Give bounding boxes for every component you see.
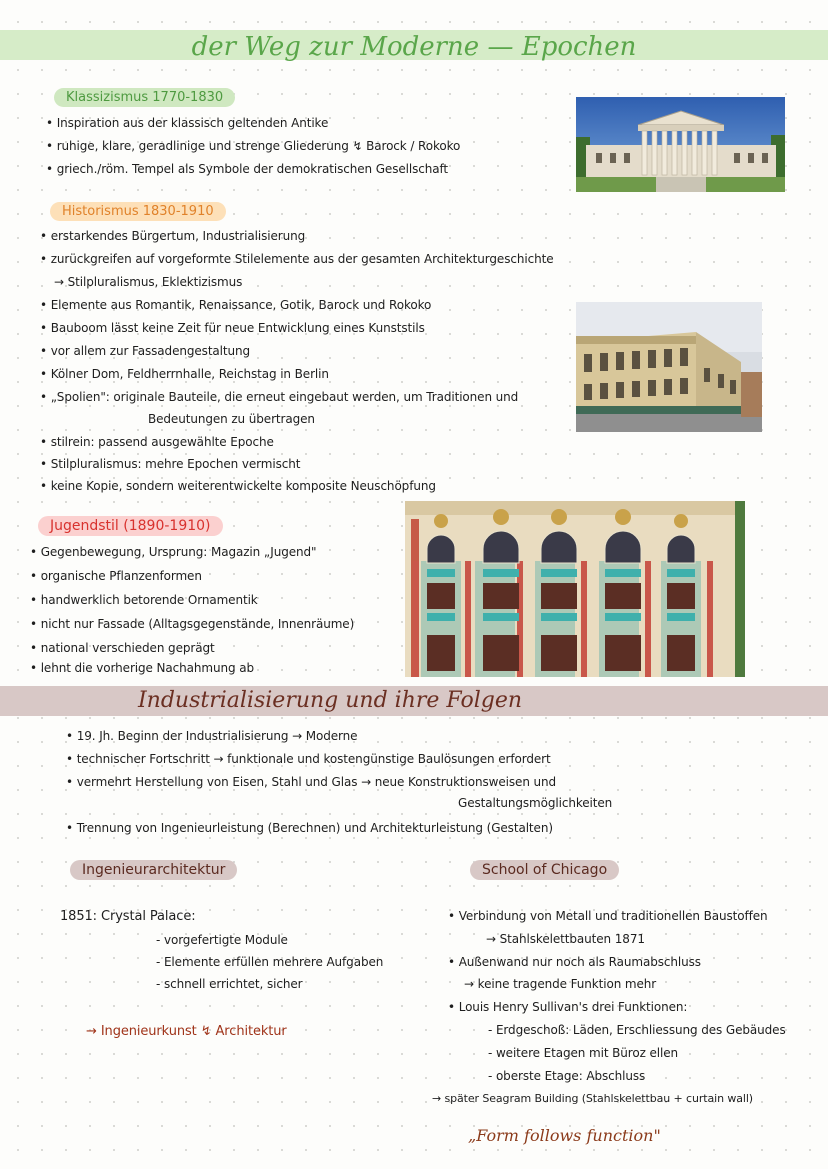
list-item: • Verbindung von Metall und traditionellen Baustoffen [448, 909, 768, 923]
list-item: • stilrein: passend ausgewählte Epoche [40, 435, 274, 449]
list-item: Bedeutungen zu übertragen [148, 412, 315, 426]
list-item: • Bauboom lässt keine Zeit für neue Entwicklung eines Kunststils [40, 321, 425, 335]
list-item: • Inspiration aus der klassisch geltenden Antike [46, 116, 329, 130]
list-item: • Louis Henry Sullivan's drei Funktionen: [448, 1000, 688, 1014]
list-item: • „Spolien": originale Bauteile, die erneut eingebaut werden, um Traditionen und [40, 390, 519, 404]
list-item: → Stilpluralismus, Eklektizismus [54, 275, 243, 289]
section-heading-chicago: School of Chicago [470, 860, 619, 880]
list-item: • griech./röm. Tempel als Symbole der demokratischen Gesellschaft [46, 162, 449, 176]
list-item: • vor allem zur Fassadengestaltung [40, 344, 251, 358]
section-heading-industrialisierung: Industrialisierung und ihre Folgen [137, 688, 523, 713]
section-heading-historismus: Historismus 1830-1910 [50, 202, 226, 221]
jugendstil-facade-photo [405, 501, 745, 677]
list-item: → später Seagram Building (Stahlskelettbau + curtain wall) [432, 1092, 753, 1105]
ingenieur-conclusion: → Ingenieurkunst ↯ Architektur [86, 1024, 287, 1039]
list-item: - vorgefertigte Module [156, 933, 288, 947]
list-item: → Stahlskelettbauten 1871 [486, 932, 645, 946]
list-item: • handwerklich betorende Ornamentik [30, 593, 258, 607]
list-item: → keine tragende Funktion mehr [464, 977, 657, 991]
list-item: - weitere Etagen mit Büroz ellen [488, 1046, 679, 1060]
list-item: - Erdgeschoß: Läden, Erschliessung des Gebäudes [488, 1023, 786, 1037]
chicago-quote: „Form follows function" [468, 1126, 661, 1145]
list-item: • keine Kopie, sondern weiterentwickelte komposite Neuschöpfung [40, 479, 436, 493]
list-item: - Elemente erfüllen mehrere Aufgaben [156, 955, 384, 969]
klassizismus-temple-photo [576, 97, 785, 192]
list-item: Gestaltungsmöglichkeiten [458, 796, 613, 810]
list-item: • vermehrt Herstellung von Eisen, Stahl und Glas → neue Konstruktionsweisen und [66, 775, 557, 789]
list-item: • Gegenbewegung, Ursprung: Magazin „Jugend" [30, 545, 317, 559]
historismus-building-photo [576, 302, 762, 432]
list-item: • Elemente aus Romantik, Renaissance, Gotik, Barock und Rokoko [40, 298, 432, 312]
section-heading-jugendstil: Jugendstil (1890-1910) [38, 516, 223, 536]
section-heading-klassizismus: Klassizismus 1770-1830 [54, 88, 235, 107]
list-item: • Trennung von Ingenieurleistung (Berechnen) und Architekturleistung (Gestalten) [66, 821, 553, 835]
list-item: • ruhige, klare, geradlinige und strenge Gliederung ↯ Barock / Rokoko [46, 139, 461, 153]
list-item: • Kölner Dom, Feldherrnhalle, Reichstag in Berlin [40, 367, 329, 381]
list-item: - schnell errichtet, sicher [156, 977, 303, 991]
list-item: • technischer Fortschritt → funktionale und kostengünstige Baulösungen erfordert [66, 752, 551, 766]
list-item: • erstarkendes Bürgertum, Industrialisierung [40, 229, 306, 243]
list-item: 1851: Crystal Palace: [60, 909, 196, 924]
list-item: • national verschieden geprägt [30, 641, 215, 655]
section-heading-ingenieurarchitektur: Ingenieurarchitektur [70, 860, 237, 880]
list-item: • zurückgreifen auf vorgeformte Stilelemente aus der gesamten Architekturgeschichte [40, 252, 554, 266]
list-item: - oberste Etage: Abschluss [488, 1069, 646, 1083]
list-item: • Außenwand nur noch als Raumabschluss [448, 955, 701, 969]
list-item: • 19. Jh. Beginn der Industrialisierung → Moderne [66, 729, 358, 743]
page-title: der Weg zur Moderne — Epochen [191, 32, 637, 62]
list-item: • lehnt die vorherige Nachahmung ab [30, 661, 255, 675]
list-item: • nicht nur Fassade (Alltagsgegenstände, Innenräume) [30, 617, 355, 631]
list-item: • organische Pflanzenformen [30, 569, 202, 583]
list-item: • Stilpluralismus: mehre Epochen vermischt [40, 457, 301, 471]
